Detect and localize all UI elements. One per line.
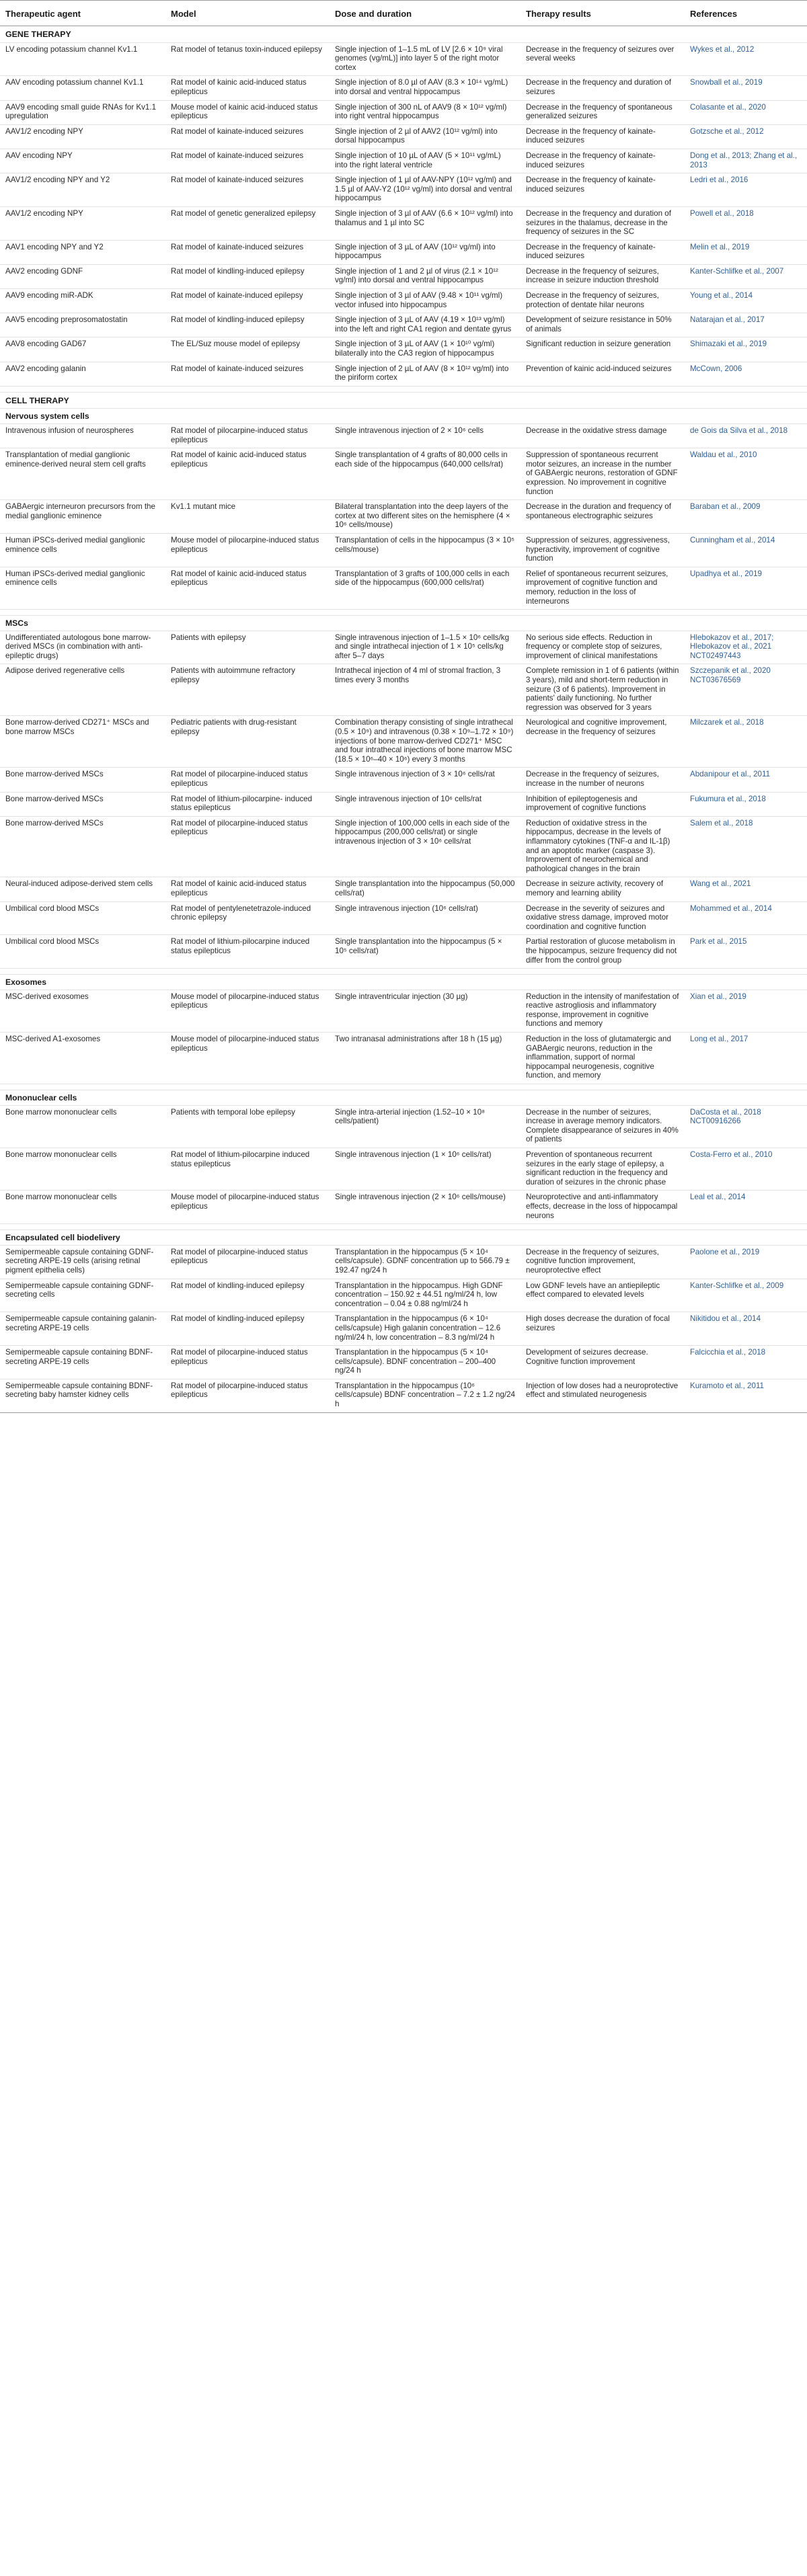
cell-reference[interactable]: Kanter-Schlifke et al., 2007	[685, 264, 807, 288]
cell-reference[interactable]: Milczarek et al., 2018	[685, 716, 807, 768]
cell-therapy-results: Decrease in the severity of seizures and oxidative stress damage, improved motor coordination and cognitive function	[521, 901, 685, 935]
cell-therapy-results: Reduction of oxidative stress in the hippocampus, decrease in the levels of inflammatory cytokines (TNF-α and IL-1β) and an apoptotic marker (caspase 3). Improvement of neurochemical and pathological changes in the brain	[521, 816, 685, 877]
cell-reference[interactable]: Kanter-Schlifke et al., 2009	[685, 1279, 807, 1312]
cell-dose-duration: Single injection of 8.0 µl of AAV (8.3 × 10¹⁴ vg/mL) into dorsal and ventral hippocampus	[330, 76, 521, 100]
cell-dose-duration: Single transplantation into the hippocampus (50,000 cells/rat)	[330, 877, 521, 901]
table-row	[0, 716, 807, 768]
header-therapeutic-agent: Therapeutic agent	[0, 1, 165, 26]
cell-therapy-results: Development of seizure resistance in 50% of animals	[521, 313, 685, 337]
cell-model: Mouse model of kainic acid-induced status epilepticus	[165, 100, 330, 124]
cell-model: Rat model of pilocarpine-induced status epilepticus	[165, 1379, 330, 1412]
cell-reference[interactable]: Kuramoto et al., 2011	[685, 1379, 807, 1412]
subsection-title-label: Mononuclear cells	[0, 1090, 807, 1106]
table-row	[0, 448, 807, 500]
cell-dose-duration: Single injection of 1 µl of AAV-NPY (10¹² vg/ml) and 1.5 µl of AAV-Y2 (10¹² vg/ml) into dorsal and ventral hippocampus	[330, 173, 521, 207]
cell-therapeutic-agent: AAV8 encoding GAD67	[0, 337, 165, 362]
table-row	[0, 289, 807, 313]
table-row	[0, 206, 807, 240]
table-row	[0, 124, 807, 149]
section-spacer	[0, 1224, 807, 1230]
cell-therapeutic-agent: LV encoding potassium channel Kv1.1	[0, 42, 165, 76]
subsection-title-label: Encapsulated cell biodelivery	[0, 1230, 807, 1246]
cell-reference[interactable]: Szczepanik et al., 2020 NCT03676569	[685, 664, 807, 716]
subsection-title-label: Nervous system cells	[0, 409, 807, 424]
table-row	[0, 901, 807, 935]
section-spacer-cell	[0, 969, 807, 975]
cell-therapy-results: Decrease in seizure activity, recovery of memory and learning ability	[521, 877, 685, 901]
cell-dose-duration: Single injection of 3 µl of AAV (6.6 × 10¹² vg/ml) into thalamus and 1 µl into SC	[330, 206, 521, 240]
table-header	[0, 1, 807, 26]
cell-reference[interactable]: Melin et al., 2019	[685, 240, 807, 264]
cell-therapeutic-agent: GABAergic interneuron precursors from the medial ganglionic eminence	[0, 500, 165, 534]
cell-dose-duration: Transplantation of cells in the hippocampus (3 × 10⁵ cells/mouse)	[330, 533, 521, 567]
cell-reference[interactable]: Shimazaki et al., 2019	[685, 337, 807, 362]
cell-therapeutic-agent: Human iPSCs-derived medial ganglionic eminence cells	[0, 567, 165, 609]
cell-dose-duration: Transplantation of 3 grafts of 100,000 cells in each side of the hippocampus (600,000 cells/rat)	[330, 567, 521, 609]
cell-therapeutic-agent: Human iPSCs-derived medial ganglionic eminence cells	[0, 533, 165, 567]
table-body	[0, 26, 807, 1413]
cell-reference[interactable]: Falcicchia et al., 2018	[685, 1346, 807, 1379]
cell-dose-duration: Combination therapy consisting of single intrathecal (0.5 × 10⁹) and intravenous (0.38 × 10⁹–1.72 × 10⁹) injections of bone marrow-derived CD271⁺ MSC and four intrathecal injections of bone marrow MSC (18.5 × 10⁶–40 × 10⁶) every 3 months	[330, 716, 521, 768]
table-row	[0, 631, 807, 664]
cell-therapy-results: Decrease in the frequency of seizures, protection of dentate hilar neurons	[521, 289, 685, 313]
cell-dose-duration: Single injection of 3 µL of AAV (1 × 10¹⁰ vg/ml) bilaterally into the CA3 region of hippocampus	[330, 337, 521, 362]
cell-therapeutic-agent: AAV1/2 encoding NPY and Y2	[0, 173, 165, 207]
cell-therapy-results: Low GDNF levels have an antiepileptic effect compared to elevated levels	[521, 1279, 685, 1312]
cell-therapy-results: Development of seizures decrease. Cognitive function improvement	[521, 1346, 685, 1379]
cell-dose-duration: Single intravenous injection (2 × 10⁶ cells/mouse)	[330, 1191, 521, 1224]
cell-therapy-results: Suppression of spontaneous recurrent motor seizures, an increase in the number of GABAergic neurons, restoration of GDNF expression. No improvement in cognitive function	[521, 448, 685, 500]
table-row	[0, 533, 807, 567]
header-model: Model	[165, 1, 330, 26]
cell-therapy-results: Prevention of kainic acid-induced seizures	[521, 362, 685, 386]
cell-therapeutic-agent: Semipermeable capsule containing galanin-secreting ARPE-19 cells	[0, 1312, 165, 1346]
header-therapy-results: Therapy results	[521, 1, 685, 26]
cell-model: Rat model of kainate-induced seizures	[165, 149, 330, 173]
table-row	[0, 1346, 807, 1379]
cell-model: Mouse model of pilocarpine-induced status epilepticus	[165, 1191, 330, 1224]
cell-reference[interactable]: Mohammed et al., 2014	[685, 901, 807, 935]
section-spacer	[0, 969, 807, 975]
table-row	[0, 100, 807, 124]
table-row	[0, 567, 807, 609]
table-row	[0, 264, 807, 288]
cell-therapy-results: High doses decrease the duration of focal seizures	[521, 1312, 685, 1346]
cell-reference[interactable]: Wang et al., 2021	[685, 877, 807, 901]
cell-model: Rat model of pilocarpine-induced status epilepticus	[165, 1346, 330, 1379]
cell-model: Rat model of kainate-induced seizures	[165, 240, 330, 264]
cell-reference[interactable]: Ledri et al., 2016	[685, 173, 807, 207]
cell-therapeutic-agent: Umbilical cord blood MSCs	[0, 901, 165, 935]
cell-therapy-results: Decrease in the frequency and duration of seizures	[521, 76, 685, 100]
cell-reference[interactable]: Cunningham et al., 2014	[685, 533, 807, 567]
cell-model: Rat model of lithium-pilocarpine induced status epilepticus	[165, 935, 330, 969]
cell-therapeutic-agent: Bone marrow-derived CD271⁺ MSCs and bone marrow MSCs	[0, 716, 165, 768]
table-row	[0, 664, 807, 716]
cell-therapy-results: Suppression of seizures, aggressiveness, hyperactivity, improvement of cognitive function	[521, 533, 685, 567]
cell-therapeutic-agent: Bone marrow-derived MSCs	[0, 792, 165, 816]
cell-therapy-results: Decrease in the frequency of kainate-induced seizures	[521, 124, 685, 149]
subsection-title	[0, 616, 807, 631]
cell-reference[interactable]: Dong et al., 2013; Zhang et al., 2013	[685, 149, 807, 173]
cell-therapy-results: Reduction in the loss of glutamatergic and GABAergic neurons, reduction in the inflammation, support of normal hippocampal neurogenesis, cognitive function, and memory	[521, 1033, 685, 1084]
cell-model: Rat model of kindling-induced epilepsy	[165, 1312, 330, 1346]
cell-therapeutic-agent: Bone marrow mononuclear cells	[0, 1148, 165, 1191]
cell-model: Rat model of tetanus toxin-induced epilepsy	[165, 42, 330, 76]
cell-therapy-results: Complete remission in 1 of 6 patients (within 3 years), mild and short-term reduction in seizure (3 of 6 patients). Improvement in patients' daily functioning. No further regression was observed for 3 years	[521, 664, 685, 716]
cell-therapeutic-agent: Semipermeable capsule containing GDNF-secreting ARPE-19 cells (arising retinal pigment epithelia cells)	[0, 1245, 165, 1279]
cell-therapy-results: Reduction in the intensity of manifestation of reactive astrogliosis and inflammatory response, improvement in cognitive functions and memory	[521, 990, 685, 1032]
cell-therapeutic-agent: Semipermeable capsule containing GDNF-secreting cells	[0, 1279, 165, 1312]
cell-model: Patients with autoimmune refractory epilepsy	[165, 664, 330, 716]
cell-therapy-results: Decrease in the frequency and duration of seizures in the thalamus, decrease in the frequency of seizures in the SC	[521, 206, 685, 240]
cell-model: Mouse model of pilocarpine-induced status epilepticus	[165, 990, 330, 1032]
cell-therapeutic-agent: Umbilical cord blood MSCs	[0, 935, 165, 969]
cell-dose-duration: Single injection of 2 µl of AAV2 (10¹² vg/ml) into dorsal hippocampus	[330, 124, 521, 149]
cell-reference[interactable]: Hlebokazov et al., 2017; Hlebokazov et al., 2021 NCT02497443	[685, 631, 807, 664]
cell-therapeutic-agent: MSC-derived exosomes	[0, 990, 165, 1032]
subsection-title	[0, 1230, 807, 1246]
header-dose-duration: Dose and duration	[330, 1, 521, 26]
cell-therapeutic-agent: AAV2 encoding GDNF	[0, 264, 165, 288]
cell-model: Patients with epilepsy	[165, 631, 330, 664]
cell-model: Rat model of kainate-induced seizures	[165, 124, 330, 149]
section-title	[0, 392, 807, 409]
cell-therapy-results: Decrease in the frequency of seizures, increase in seizure induction threshold	[521, 264, 685, 288]
cell-model: Rat model of lithium-pilocarpine- induced status epilepticus	[165, 792, 330, 816]
cell-therapeutic-agent: AAV9 encoding small guide RNAs for Kv1.1 upregulation	[0, 100, 165, 124]
cell-model: Rat model of pentylenetetrazole-induced chronic epilepsy	[165, 901, 330, 935]
cell-therapeutic-agent: AAV1 encoding NPY and Y2	[0, 240, 165, 264]
cell-dose-duration: Single intravenous injection (1 × 10⁶ cells/rat)	[330, 1148, 521, 1191]
cell-model: Mouse model of pilocarpine-induced status epilepticus	[165, 1033, 330, 1084]
subsection-title-label: MSCs	[0, 616, 807, 631]
cell-model: Rat model of kindling-induced epilepsy	[165, 313, 330, 337]
cell-reference[interactable]: Upadhya et al., 2019	[685, 567, 807, 609]
table-row	[0, 1148, 807, 1191]
cell-therapy-results: Decrease in the frequency of spontaneous generalized seizures	[521, 100, 685, 124]
cell-reference[interactable]: McCown, 2006	[685, 362, 807, 386]
table-row	[0, 1191, 807, 1224]
cell-model: The EL/Suz mouse model of epilepsy	[165, 337, 330, 362]
section-title	[0, 26, 807, 43]
table-row	[0, 500, 807, 534]
cell-reference[interactable]: Salem et al., 2018	[685, 816, 807, 877]
cell-reference[interactable]: Nikitidou et al., 2014	[685, 1312, 807, 1346]
table-row	[0, 1245, 807, 1279]
table-row	[0, 816, 807, 877]
cell-reference[interactable]: Abdanipour et al., 2011	[685, 768, 807, 792]
table-row	[0, 1312, 807, 1346]
cell-dose-duration: Single intravenous injection of 10⁶ cells/rat	[330, 792, 521, 816]
cell-model: Rat model of pilocarpine-induced status epilepticus	[165, 1245, 330, 1279]
cell-dose-duration: Single injection of 300 nL of AAV9 (8 × 10¹² vg/ml) into right ventral hippocampus	[330, 100, 521, 124]
cell-reference[interactable]: Wykes et al., 2012	[685, 42, 807, 76]
cell-therapeutic-agent: AAV encoding NPY	[0, 149, 165, 173]
section-spacer-cell	[0, 610, 807, 616]
cell-therapeutic-agent: AAV1/2 encoding NPY	[0, 206, 165, 240]
table-row	[0, 792, 807, 816]
cell-therapy-results: Decrease in the frequency of kainate-induced seizures	[521, 240, 685, 264]
table-row	[0, 362, 807, 386]
cell-reference[interactable]: Park et al., 2015	[685, 935, 807, 969]
cell-model: Rat model of kindling-induced epilepsy	[165, 1279, 330, 1312]
cell-model: Rat model of kainate-induced epilepsy	[165, 289, 330, 313]
cell-model: Rat model of kainic acid-induced status epilepticus	[165, 567, 330, 609]
cell-reference[interactable]: Snowball et al., 2019	[685, 76, 807, 100]
cell-model: Rat model of kindling-induced epilepsy	[165, 264, 330, 288]
cell-therapy-results: Decrease in the frequency of seizures, cognitive function improvement, neuroprotective effect	[521, 1245, 685, 1279]
cell-reference[interactable]: Paolone et al., 2019	[685, 1245, 807, 1279]
section-spacer	[0, 1084, 807, 1090]
cell-therapeutic-agent: Transplantation of medial ganglionic eminence-derived neural stem cell grafts	[0, 448, 165, 500]
cell-therapeutic-agent: AAV2 encoding galanin	[0, 362, 165, 386]
cell-reference[interactable]: Gotzsche et al., 2012	[685, 124, 807, 149]
cell-dose-duration: Transplantation in the hippocampus (5 × 10⁴ cells/capsule). BDNF concentration – 200–400 ng/24 h	[330, 1346, 521, 1379]
cell-model: Rat model of kainate-induced seizures	[165, 362, 330, 386]
cell-dose-duration: Single injection of 3 µL of AAV (10¹² vg/ml) into hippocampus	[330, 240, 521, 264]
table-row	[0, 149, 807, 173]
cell-therapy-results: Partial restoration of glucose metabolism in the hippocampus, seizure frequency did not differ from the control group	[521, 935, 685, 969]
table-row	[0, 935, 807, 969]
cell-reference[interactable]: Xian et al., 2019	[685, 990, 807, 1032]
cell-dose-duration: Single injection of 100,000 cells in each side of the hippocampus (200,000 cells/rat) or single intravenous injection of 3 × 10⁶ cells/rat	[330, 816, 521, 877]
cell-reference[interactable]: de Gois da Silva et al., 2018	[685, 424, 807, 448]
cell-reference[interactable]: Powell et al., 2018	[685, 206, 807, 240]
cell-dose-duration: Single injection of 3 µl of AAV (9.48 × 10¹¹ vg/ml) vector infused into hippocampus	[330, 289, 521, 313]
table-row	[0, 313, 807, 337]
cell-dose-duration: Single injection of 1–1.5 mL of LV [2.6 × 10⁹ viral genomes (vg/mL)] into layer 5 of the right motor cortex	[330, 42, 521, 76]
table-row	[0, 173, 807, 207]
cell-model: Patients with temporal lobe epilepsy	[165, 1105, 330, 1148]
cell-therapeutic-agent: Adipose derived regenerative cells	[0, 664, 165, 716]
cell-model: Rat model of pilocarpine-induced status epilepticus	[165, 424, 330, 448]
cell-dose-duration: Intrathecal injection of 4 ml of stromal fraction, 3 times every 3 months	[330, 664, 521, 716]
cell-model: Rat model of genetic generalized epilepsy	[165, 206, 330, 240]
cell-reference[interactable]: Baraban et al., 2009	[685, 500, 807, 534]
cell-dose-duration: Single injection of 2 µL of AAV (8 × 10¹² vg/ml) into the piriform cortex	[330, 362, 521, 386]
cell-therapy-results: No serious side effects. Reduction in frequency or complete stop of seizures, improvement of clinical manifestations	[521, 631, 685, 664]
cell-dose-duration: Single injection of 3 µL of AAV (4.19 × 10¹³ vg/ml) into the left and right CA1 region and dentate gyrus	[330, 313, 521, 337]
section-spacer-cell	[0, 1224, 807, 1230]
cell-dose-duration: Transplantation in the hippocampus. High GDNF concentration – 150.92 ± 44.51 ng/ml/24 h, low concentration – 0.04 ± 0.88 ng/ml/24 h	[330, 1279, 521, 1312]
cell-therapeutic-agent: Bone marrow-derived MSCs	[0, 816, 165, 877]
cell-dose-duration: Transplantation in the hippocampus (5 × 10⁴ cells/capsule). GDNF concentration up to 566.79 ± 192.47 ng/24 h	[330, 1245, 521, 1279]
table-row	[0, 990, 807, 1032]
cell-dose-duration: Single intravenous injection of 2 × 10⁶ cells	[330, 424, 521, 448]
cell-dose-duration: Single intraventricular injection (30 µg)	[330, 990, 521, 1032]
cell-therapy-results: Decrease in the frequency of seizures, increase in the number of neurons	[521, 768, 685, 792]
cell-model: Pediatric patients with drug-resistant epilepsy	[165, 716, 330, 768]
cell-therapy-results: Injection of low doses had a neuroprotective effect and stimulated neurogenesis	[521, 1379, 685, 1412]
cell-model: Rat model of kainic acid-induced status epilepticus	[165, 76, 330, 100]
subsection-title	[0, 1090, 807, 1106]
cell-therapeutic-agent: Bone marrow mononuclear cells	[0, 1105, 165, 1148]
table-row	[0, 1279, 807, 1312]
cell-therapeutic-agent: Undifferentiated autologous bone marrow-derived MSCs (in combination with anti-epileptic drugs)	[0, 631, 165, 664]
cell-dose-duration: Two intranasal administrations after 18 h (15 µg)	[330, 1033, 521, 1084]
cell-model: Rat model of kainic acid-induced status epilepticus	[165, 877, 330, 901]
cell-model: Rat model of lithium-pilocarpine induced status epilepticus	[165, 1148, 330, 1191]
cell-dose-duration: Single transplantation of 4 grafts of 80,000 cells in each side of the hippocampus (640,000 cells/rat)	[330, 448, 521, 500]
cell-therapeutic-agent: Neural-induced adipose-derived stem cells	[0, 877, 165, 901]
cell-therapy-results: Decrease in the oxidative stress damage	[521, 424, 685, 448]
cell-therapeutic-agent: Intravenous infusion of neurospheres	[0, 424, 165, 448]
cell-reference[interactable]: Costa-Ferro et al., 2010	[685, 1148, 807, 1191]
table-row	[0, 1105, 807, 1148]
cell-dose-duration: Transplantation in the hippocampus (6 × 10⁴ cells/capsule) High galanin concentration – 12.6 ng/ml/24 h, low concentration – 8.3 ng/ml/24 h	[330, 1312, 521, 1346]
table-row	[0, 768, 807, 792]
cell-reference[interactable]: Long et al., 2017	[685, 1033, 807, 1084]
cell-therapy-results: Neurological and cognitive improvement, decrease in the frequency of seizures	[521, 716, 685, 768]
cell-therapeutic-agent: AAV9 encoding miR-ADK	[0, 289, 165, 313]
header-references: References	[685, 1, 807, 26]
cell-therapeutic-agent: Semipermeable capsule containing BDNF-secreting ARPE-19 cells	[0, 1346, 165, 1379]
cell-therapeutic-agent: Semipermeable capsule containing BDNF-secreting baby hamster kidney cells	[0, 1379, 165, 1412]
cell-therapeutic-agent: AAV5 encoding preprosomatostatin	[0, 313, 165, 337]
section-spacer-cell	[0, 386, 807, 392]
table-row	[0, 240, 807, 264]
cell-reference[interactable]: Fukumura et al., 2018	[685, 792, 807, 816]
cell-therapeutic-agent: AAV encoding potassium channel Kv1.1	[0, 76, 165, 100]
section-spacer	[0, 386, 807, 392]
cell-therapeutic-agent: MSC-derived A1-exosomes	[0, 1033, 165, 1084]
cell-dose-duration: Single intra-arterial injection (1.52–10 × 10⁸ cells/patient)	[330, 1105, 521, 1148]
cell-model: Rat model of pilocarpine-induced status epilepticus	[165, 768, 330, 792]
cell-model: Rat model of kainic acid-induced status epilepticus	[165, 448, 330, 500]
cell-reference[interactable]: Waldau et al., 2010	[685, 448, 807, 500]
cell-therapy-results: Significant reduction in seizure generation	[521, 337, 685, 362]
cell-dose-duration: Transplantation in the hippocampus (10⁶ cells/capsule) BDNF concentration – 7.2 ± 1.2 ng/24 h	[330, 1379, 521, 1412]
table-row	[0, 1379, 807, 1412]
subsection-title-label: Exosomes	[0, 975, 807, 990]
cell-therapeutic-agent: Bone marrow mononuclear cells	[0, 1191, 165, 1224]
section-title-label: GENE THERAPY	[0, 26, 807, 43]
cell-dose-duration: Single injection of 1 and 2 µl of virus (2.1 × 10¹² vg/ml) into dorsal and ventral hippocampus	[330, 264, 521, 288]
cell-therapy-results: Decrease in the number of seizures, increase in average memory indicators. Complete disappearance of seizures in 40% of patients	[521, 1105, 685, 1148]
table-row	[0, 877, 807, 901]
cell-therapy-results: Prevention of spontaneous recurrent seizures in the early stage of epilepsy, a significant reduction in the frequency and duration of seizures in the chronic phase	[521, 1148, 685, 1191]
section-spacer-cell	[0, 1084, 807, 1090]
cell-reference[interactable]: DaCosta et al., 2018 NCT00916266	[685, 1105, 807, 1148]
cell-reference[interactable]: Young et al., 2014	[685, 289, 807, 313]
cell-therapy-results: Decrease in the frequency of seizures over several weeks	[521, 42, 685, 76]
cell-therapeutic-agent: Bone marrow-derived MSCs	[0, 768, 165, 792]
cell-reference[interactable]: Natarajan et al., 2017	[685, 313, 807, 337]
cell-model: Rat model of kainate-induced seizures	[165, 173, 330, 207]
table-row	[0, 1033, 807, 1084]
cell-therapy-results: Decrease in the duration and frequency of spontaneous electrographic seizures	[521, 500, 685, 534]
cell-dose-duration: Single intravenous injection of 3 × 10⁶ cells/rat	[330, 768, 521, 792]
header-row	[0, 1, 807, 26]
cell-model: Mouse model of pilocarpine-induced status epilepticus	[165, 533, 330, 567]
cell-dose-duration: Bilateral transplantation into the deep layers of the cortex at two different sites on the hemisphere (4 × 10⁶ cells/mouse)	[330, 500, 521, 534]
section-spacer	[0, 610, 807, 616]
cell-reference[interactable]: Leal et al., 2014	[685, 1191, 807, 1224]
cell-therapy-results: Decrease in the frequency of kainate-induced seizures	[521, 149, 685, 173]
table-row	[0, 424, 807, 448]
cell-dose-duration: Single transplantation into the hippocampus (5 × 10⁵ cells/rat)	[330, 935, 521, 969]
table-row	[0, 42, 807, 76]
cell-therapy-results: Neuroprotective and anti-inflammatory effects, decrease in the loss of hippocampal neurons	[521, 1191, 685, 1224]
section-title-label: CELL THERAPY	[0, 392, 807, 409]
cell-therapy-results: Relief of spontaneous recurrent seizures, improvement of cognitive function and memory, reduction in the loss of interneurons	[521, 567, 685, 609]
subsection-title	[0, 409, 807, 424]
cell-therapy-results: Inhibition of epileptogenesis and improvement of cognitive functions	[521, 792, 685, 816]
cell-dose-duration: Single intravenous injection of 1–1.5 × 10⁶ cells/kg and single intrathecal injection of 1 × 10⁵ cells/kg after 5–7 days	[330, 631, 521, 664]
cell-model: Rat model of pilocarpine-induced status epilepticus	[165, 816, 330, 877]
cell-model: Kv1.1 mutant mice	[165, 500, 330, 534]
table-row	[0, 76, 807, 100]
cell-dose-duration: Single intravenous injection (10⁶ cells/rat)	[330, 901, 521, 935]
subsection-title	[0, 975, 807, 990]
cell-dose-duration: Single injection of 10 µL of AAV (5 × 10¹¹ vg/mL) into the right lateral ventricle	[330, 149, 521, 173]
cell-therapy-results: Decrease in the frequency of kainate-induced seizures	[521, 173, 685, 207]
cell-reference[interactable]: Colasante et al., 2020	[685, 100, 807, 124]
cell-therapeutic-agent: AAV1/2 encoding NPY	[0, 124, 165, 149]
table-row	[0, 337, 807, 362]
